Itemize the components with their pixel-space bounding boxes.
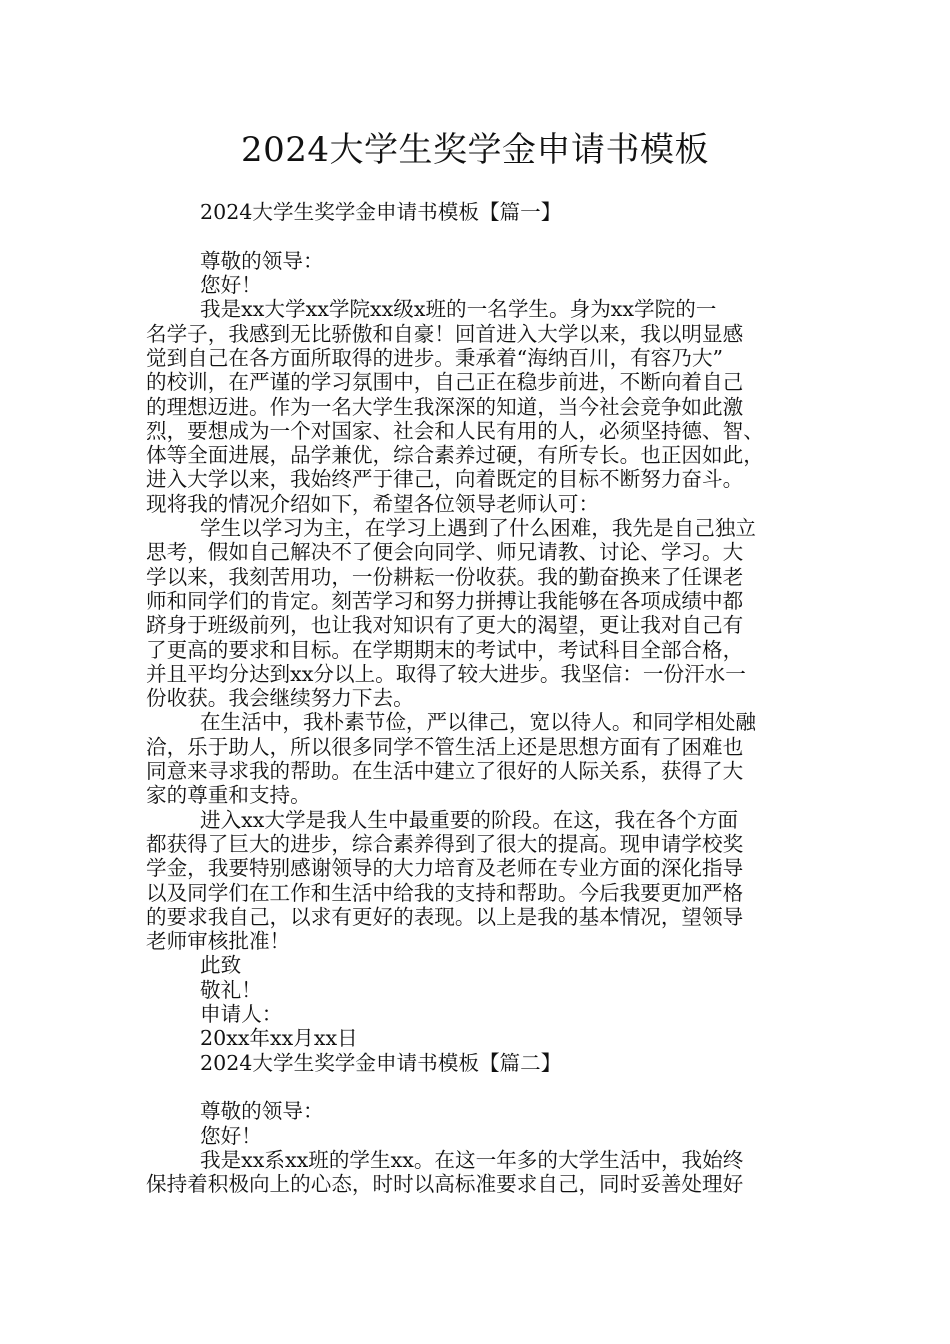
paragraph-line: 师和同学们的肯定。刻苦学习和努力拼搏让我能够在各项成绩中都 bbox=[146, 588, 744, 613]
paragraph-line: 都获得了巨大的进步，综合素养得到了很大的提高。现申请学校奖 bbox=[146, 831, 744, 856]
paragraph-line: 以及同学们在工作和生活中给我的支持和帮助。今后我要更加严格 bbox=[146, 880, 744, 905]
blank-line bbox=[146, 1075, 818, 1100]
paragraph-line: 洽，乐于助人，所以很多同学不管生活上还是思想方面有了困难也 bbox=[146, 734, 744, 759]
paragraph-line: 份收获。我会继续努力下去。 bbox=[146, 686, 414, 711]
paragraph-line: 学生以学习为主，在学习上遇到了什么困难，我先是自己独立 bbox=[200, 516, 757, 541]
paragraph-line: 名学子，我感到无比骄傲和自豪！回首进入大学以来，我以明显感 bbox=[146, 321, 744, 346]
paragraph-line: 同意来寻求我的帮助。在生活中建立了很好的人际关系，获得了大 bbox=[146, 759, 744, 784]
section-heading-1: 2024大学生奖学金申请书模板【篇一】 bbox=[200, 200, 562, 224]
paragraph-line: 体等全面进展，品学兼优，综合素养过硬，有所专长。也正因如此， bbox=[146, 443, 764, 468]
paragraph-line: 并且平均分达到xx分以上。取得了较大进步。我坚信：一份汗水一 bbox=[146, 661, 746, 686]
paragraph-line: 跻身于班级前列，也让我对知识有了更大的渴望，更让我对自己有 bbox=[146, 613, 744, 638]
paragraph-line: 的要求我自己，以求有更好的表现。以上是我的基本情况，望领导 bbox=[146, 904, 744, 929]
paragraph-line: 觉到自己在各方面所取得的进步。秉承着“海纳百川，有容乃大” bbox=[146, 345, 724, 370]
paragraph-line: 进入xx大学是我人生中最重要的阶段。在这，我在各个方面 bbox=[200, 807, 739, 832]
salutation: 尊敬的领导： bbox=[200, 1099, 324, 1124]
closing-line: 敬礼！ bbox=[200, 977, 262, 1002]
blank-line bbox=[146, 224, 818, 249]
paragraph-line: 烈，要想成为一个对国家、社会和人民有用的人，必须坚持德、智、 bbox=[146, 418, 764, 443]
document-body bbox=[146, 200, 818, 1197]
paragraph-line: 家的尊重和支持。 bbox=[146, 783, 311, 808]
paragraph-line: 思考，假如自己解决不了便会向同学、师兄请教、讨论、学习。大 bbox=[146, 540, 744, 565]
section-heading-2: 2024大学生奖学金申请书模板【篇二】 bbox=[200, 1050, 562, 1075]
paragraph-2 bbox=[146, 516, 818, 710]
greeting: 您好！ bbox=[200, 273, 262, 298]
closing-line: 此致 bbox=[200, 953, 242, 978]
paragraph-line: 在生活中，我朴素节俭，严以律己，宽以待人。和同学相处融 bbox=[200, 710, 757, 735]
paragraph-3 bbox=[146, 710, 818, 807]
salutation: 尊敬的领导： bbox=[200, 248, 324, 273]
paragraph-4 bbox=[146, 808, 818, 954]
paragraph-line: 我是xx系xx班的学生xx。在这一年多的大学生活中，我始终 bbox=[200, 1147, 744, 1172]
paragraph-line: 学金，我要特别感谢领导的大力培育及老师在专业方面的深化指导 bbox=[146, 856, 744, 881]
paragraph-line: 老师审核批准！ bbox=[146, 929, 291, 954]
paragraph-line: 了更高的要求和目标。在学期期末的考试中，考试科目全部合格， bbox=[146, 637, 744, 662]
paragraph-line: 的校训，在严谨的学习氛围中，自己正在稳步前进，不断向着自己 bbox=[146, 370, 744, 395]
paragraph-line: 现将我的情况介绍如下，希望各位领导老师认可： bbox=[146, 491, 600, 516]
applicant-label: 申请人： bbox=[200, 1002, 283, 1026]
paragraph-line: 保持着积极向上的心态，时时以高标准要求自己，同时妥善处理好 bbox=[146, 1172, 744, 1197]
paragraph-line: 我是xx大学xx学院xx级x班的一名学生。身为xx学院的一 bbox=[200, 297, 717, 322]
paragraph-line: 学以来，我刻苦用功，一份耕耘一份收获。我的勤奋换来了任课老 bbox=[146, 564, 744, 589]
paragraph-line: 进入大学以来，我始终严于律己，向着既定的目标不断努力奋斗。 bbox=[146, 467, 744, 492]
paragraph-line: 的理想迈进。作为一名大学生我深深的知道，当今社会竞争如此激 bbox=[146, 394, 744, 419]
greeting: 您好！ bbox=[200, 1123, 262, 1148]
paragraph-5 bbox=[146, 1148, 818, 1197]
paragraph-1 bbox=[146, 297, 818, 516]
date-line: 20xx年xx月xx日 bbox=[200, 1026, 358, 1051]
document-title: 2024大学生奖学金申请书模板 bbox=[240, 130, 710, 170]
